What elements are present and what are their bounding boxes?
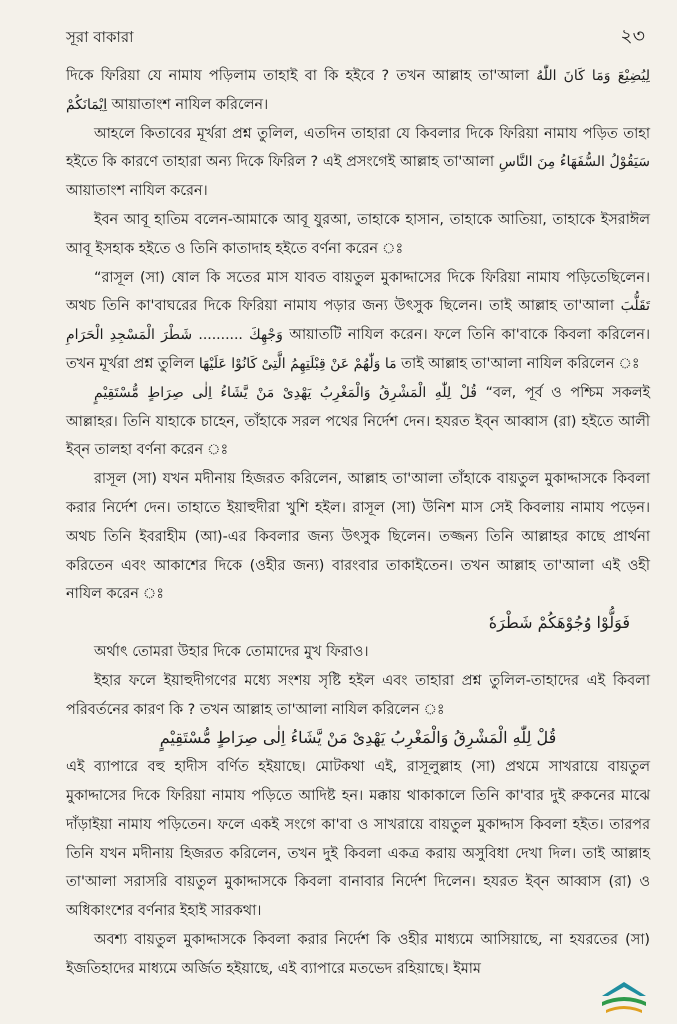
paragraph-1: দিকে ফিরিয়া যে নামায পড়িলাম তাহাই বা কি হইবে ? তখন আল্লাহ তা'আলা وَمَا كَانَ اللّٰهُ لِيُضِيْعَ اِيْمَانَكُمْ আয়াতাংশ নাযিল করিলেন। — [66, 68, 650, 113]
surah-title: সূরা বাকারা — [66, 28, 134, 46]
paragraph-4: “রাসূল (সা) ষোল কি সতের মাস যাবত বায়তুল মুকাদ্দাসের দিকে ফিরিয়া নামায পড়িতেছিলেন। অথচ তিনি কা'বাঘরের দিকে ফিরিয়া নামায পড়ার জন্য উৎসুক ছিলেন। তাই আল্লাহ তা'আলা تَقَلُّبَ وَجْهِكَ .......... شَطْرَ الْمَسْجِدِ الْحَرَامِ আয়াতটি নাযিল করেন। ফলে তিনি কা'বাকে কিবলা করিলেন। তখন মূর্খরা প্রশ্ন তুলিল مَا وَلّٰهُمْ عَنْ قِبْلَتِهِمُ الَّتِىْ كَانُوْا عَلَيْهَا তাই আল্লাহ তা'আলা নাযিল করিলেন ঃ — [66, 269, 651, 372]
arabic-quote: تَقَلُّبَ وَجْهِكَ .......... شَطْرَ الْمَسْجِدِ الْحَرَامِ — [66, 298, 650, 344]
paragraph-2: আহলে কিতাবের মূর্খরা প্রশ্ন তুলিল, এতদিন তাহারা যে কিবলার দিকে ফিরিয়া নামায পড়িত তাহা হইতে কি কারণে তাহারা অন্য দিকে ফিরিল ? এই প্রসংগেই আল্লাহ তা'আলা سَيَقُوْلُ السُّفَهَاءُ مِنَ النَّاسِ আয়াতাংশ নাযিল করেন। — [66, 125, 650, 200]
paragraph-5: قُلْ لِلّٰهِ الْمَشْرِقُ وَالْمَغْرِبُ يَهْدِىْ مَنْ يَّشَاءُ اِلٰى صِرَاطٍ مُّسْتَقِيْمٍ “বল, পূর্ব ও পশ্চিম সকলই আল্লাহর। তিনি যাহাকে চাহেন, তাঁহাকে সরল পথের নির্দেশ দেন। হযরত ইব্‌ন আব্বাস (রা) হইতে আলী ইব্‌ন তালহা বর্ণনা করেন ঃ — [66, 384, 650, 459]
page-number: ২৩ — [620, 25, 645, 47]
arabic-quote: وَمَا كَانَ اللّٰهُ — [536, 68, 611, 84]
paragraph-3: ইবন আবূ হাতিম বলেন-আমাকে আবূ যুরআ, তাহাকে হাসান, তাহাকে আতিয়া, তাহাকে ইসরাঈল আবূ ইসহাক হইতে ও তিনি কাতাদাহ হইতে বর্ণনা করেন ঃ — [66, 211, 650, 257]
page-header — [66, 22, 645, 52]
arabic-verse: فَوَلُّوْا وُجُوْهَكُمْ شَطْرَهٗ — [488, 613, 630, 633]
paragraph-9: এই ব্যাপারে বহু হাদীস বর্ণিত হইয়াছে। মোটকথা এই, রাসূলুল্লাহ (সা) প্রথমে সাখরায়ে বায়তুল মুকাদ্দাসের দিকে ফিরিয়া নামায পড়িতে আদিষ্ট হন। মক্কায় থাকাকালে তিনি কা'বার দুই রুকনের মাঝে দাঁড়াইয়া নামায পড়িতেন। ফলে একই সংগে কা'বা ও সাখরায়ে বায়তুল মুকাদ্দাস কিবলা হইত। তারপর তিনি যখন মদীনায় হিজরত করিলেন, তখন দুই কিবলা একত্র করায় অসুবিধা দেখা দিল। তাই আল্লাহ তা'আলা সরাসরি বায়তুল মুকাদ্দাসকে কিবলা বানাবার নির্দেশ দিলেন। হযরত ইব্‌ন আব্বাস (রা) ও অধিকাংশের বর্ণনার ইহাই সারকথা। — [66, 759, 650, 920]
arabic-quote: قُلْ لِلّٰهِ الْمَشْرِقُ وَالْمَغْرِبُ يَهْدِىْ مَنْ يَّشَاءُ اِلٰى صِرَاطٍ مُّسْتَقِيْمٍ — [94, 384, 477, 401]
paragraph-7: অর্থাৎ তোমরা উহার দিকে তোমাদের মুখ ফিরাও। — [94, 643, 369, 660]
arabic-verse: قُلْ لِلّٰهِ الْمَشْرِقُ وَالْمَغْرِبُ يَهْدِىْ مَنْ يَّشَاءُ اِلٰى صِرَاطٍ مُّسْتَقِيْمٍ — [159, 728, 557, 748]
publisher-logo-icon — [596, 978, 652, 1018]
arabic-quote: لِيُضِيْعَ اِيْمَانَكُمْ — [66, 68, 650, 113]
page-body — [66, 62, 650, 984]
paragraph-6: রাসূল (সা) যখন মদীনায় হিজরত করিলেন, আল্লাহ তা'আলা তাঁহাকে বায়তুল মুকাদ্দাসকে কিবলা করার নির্দেশ দেন। তাহাতে ইয়াহুদীরা খুশি হইল। রাসূল (সা) উনিশ মাস সেই কিবলায় নামায পড়েন। অথচ তিনি ইবরাহীম (আ)-এর কিবলার জন্য উৎসুক ছিলেন। তজ্জন্য তিনি আল্লাহর কাছে প্রার্থনা করিতেন এবং আকাশের দিকে (ওহীর জন্য) বারংবার তাকাইতেন। তখন আল্লাহ তা'আলা এই ওহী নাযিল করেন ঃ — [66, 471, 650, 603]
paragraph-8: ইহার ফলে ইয়াহুদীগণের মধ্যে সংশয় সৃষ্টি হইল এবং তাহারা প্রশ্ন তুলিল-তাহাদের এই কিবলা পরিবর্তনের কারণ কি ? তখন আল্লাহ তা'আলা নাযিল করিলেন ঃ — [66, 672, 650, 718]
arabic-quote: مَا وَلّٰهُمْ عَنْ قِبْلَتِهِمُ الَّتِىْ كَانُوْا عَلَيْهَا — [198, 355, 397, 372]
arabic-quote: سَيَقُوْلُ السُّفَهَاءُ مِنَ النَّاسِ — [498, 154, 650, 171]
paragraph-10: অবশ্য বায়তুল মুকাদ্দাসকে কিবলা করার নির্দেশ কি ওহীর মাধ্যমে আসিয়াছে, না হযরতের (সা) ইজতিহাদের মাধ্যমে অর্জিত হইয়াছে, এই ব্যাপারে মতভেদ রহিয়াছে। ইমাম — [66, 931, 650, 977]
